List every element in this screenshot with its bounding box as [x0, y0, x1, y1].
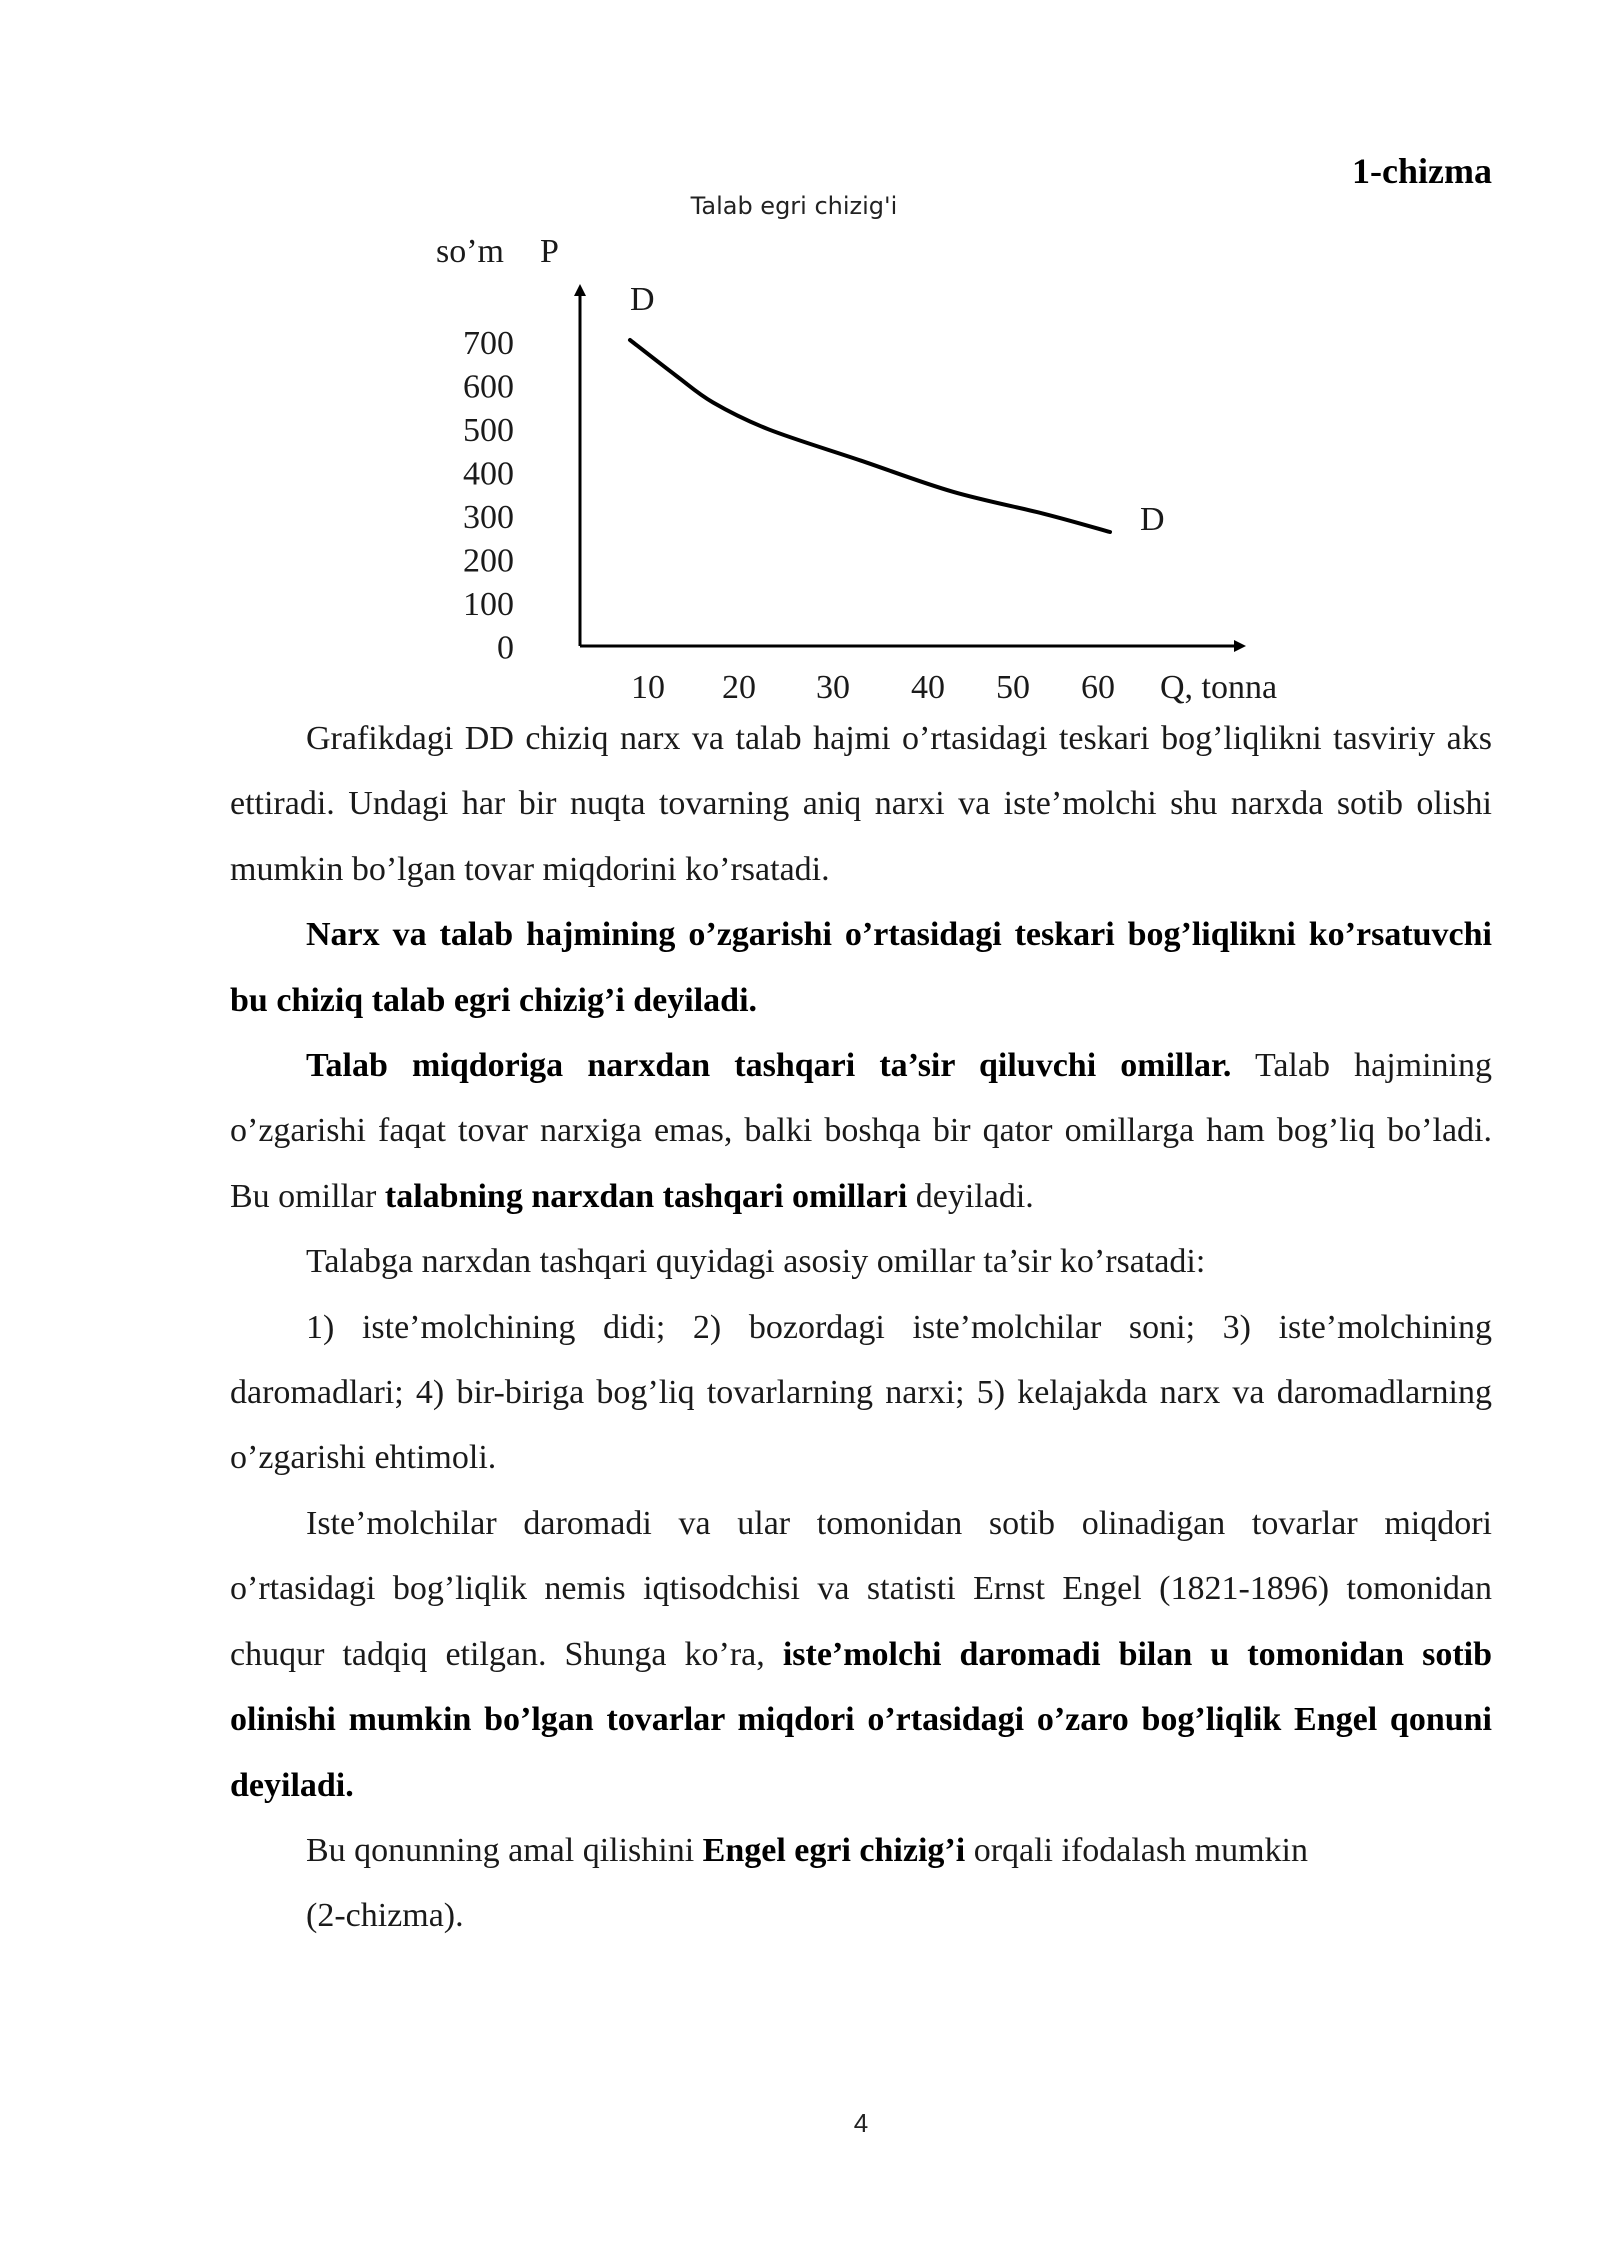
text-run: Talabga narxdan tashqari quyidagi asosiy omillar ta’sir ko’rsatadi: — [306, 1243, 1206, 1281]
text-run: deyiladi. — [907, 1177, 1034, 1215]
text-run: (2-chizma). — [306, 1897, 464, 1935]
paragraph — [230, 1883, 1492, 1948]
text-run: Iste’molchilar daromadi va ular tomonidan sotib olinadigan tovarlar miqdori o’rtasidagi bog’liqlik nemis iqtisodchisi va statisti Ernst Engel (1821-1896) tomonidan chuqur tadqiq etilgan. Shunga ko’ra, — [230, 1504, 1492, 1673]
x-tick-label: 40 — [911, 669, 945, 706]
y-axis-label: P — [540, 233, 559, 270]
y-tick-label: 400 — [463, 455, 514, 493]
y-tick-label: 700 — [463, 325, 514, 362]
curve-label-end: D — [1140, 501, 1165, 538]
text-run: 1) iste’molchining didi; 2) bozordagi iste’molchilar soni; 3) iste’molchining daromadlari; 4) bir-biriga bog’liq tovarlarning narxi; 5) kelajakda narx va daromadlarning o’zgarishi ehtimoli. — [230, 1308, 1492, 1477]
x-axis-label: Q, tonna — [1160, 669, 1278, 706]
x-tick-label: 30 — [816, 669, 850, 706]
y-tick-label: 600 — [463, 368, 514, 406]
x-tick-label: 50 — [996, 669, 1030, 706]
bold-text: talabning narxdan tashqari omillari — [384, 1177, 908, 1215]
text-run: Bu qonunning amal qilishini — [306, 1831, 703, 1869]
text-run: Grafikdagi DD chiziq narx va talab hajmi o’rtasidagi teskari bog’liqlikni tasviriy aks ettiradi. Undagi har bir nuqta tovarning aniq narxi va iste’molchi shu narxda sotib olishi mumkin bo’lgan tovar miqdorini ko’rsatadi. — [230, 720, 1492, 888]
text-run: orqali ifodalash mumkin — [965, 1831, 1308, 1869]
paragraph — [230, 1818, 1492, 1883]
demand-curve-line — [630, 340, 1110, 532]
x-tick-label: 60 — [1081, 669, 1115, 706]
paragraph — [230, 706, 1492, 902]
paragraph — [230, 1295, 1492, 1491]
y-unit-label: so’m — [436, 233, 504, 270]
page-number: 4 — [853, 2108, 869, 2138]
body-text — [230, 706, 1492, 1949]
paragraph — [230, 1491, 1492, 1818]
y-tick-label: 100 — [463, 586, 514, 623]
bold-text: Talab miqdoriga narxdan tashqari ta’sir qiluvchi omillar. — [306, 1047, 1232, 1085]
y-tick-label: 200 — [463, 542, 514, 580]
y-tick-label: 300 — [463, 499, 514, 536]
text-run: Talab hajmining o’zgarishi faqat tovar narxiga emas, balki boshqa bir qator omillarga ham bog’liq bo’ladi. Bu omillar — [230, 1047, 1492, 1215]
chart-svg — [380, 190, 1340, 720]
x-tick-label: 10 — [631, 669, 665, 706]
paragraph — [230, 1229, 1492, 1294]
chart-title: Talab egri chizig'i — [690, 192, 898, 220]
paragraph — [230, 902, 1492, 1033]
paragraph — [230, 1033, 1492, 1229]
y-tick-label: 500 — [463, 412, 514, 449]
figure-label: 1-chizma — [1352, 151, 1492, 191]
demand-curve-chart — [380, 190, 1340, 720]
curve-label-start: D — [630, 281, 655, 318]
y-tick-label: 0 — [497, 629, 514, 667]
x-tick-label: 20 — [722, 669, 756, 706]
bold-text: Narx va talab hajmining o’zgarishi o’rtasidagi teskari bog’liqlikni ko’rsatuvchi bu chiziq talab egri chizig’i deyiladi. — [230, 916, 1492, 1019]
bold-text: Engel egri chizig’i — [702, 1831, 966, 1869]
bold-text: iste’molchi daromadi bilan u tomonidan sotib olinishi mumkin bo’lgan tovarlar miqdori o’rtasidagi o’zaro bog’liqlik Engel qonuni deyiladi. — [230, 1635, 1493, 1804]
